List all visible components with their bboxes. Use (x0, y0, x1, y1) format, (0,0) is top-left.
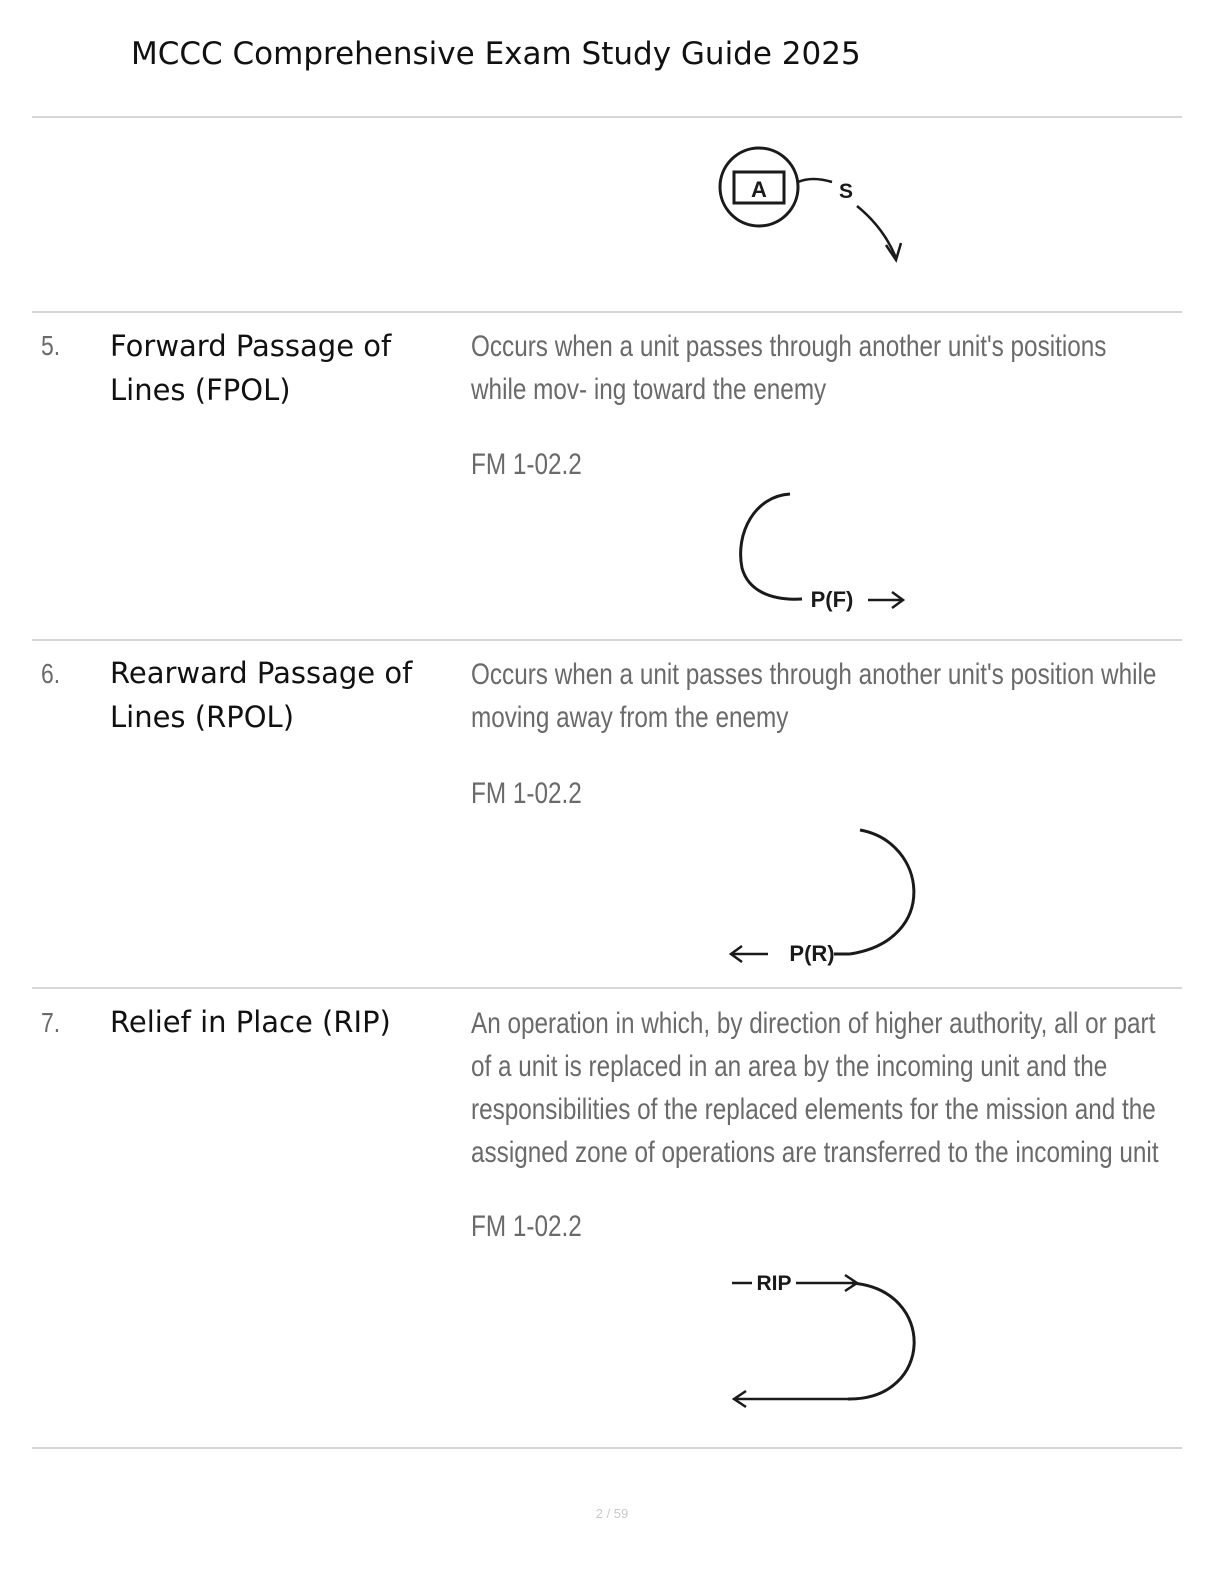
reference-rip: FM 1-02.2 (471, 1210, 582, 1243)
definition-fpol: Occurs when a unit passes through another unit's positions while mov- ing toward the enemy (471, 330, 1107, 406)
reference-rpol: FM 1-02.2 (471, 777, 582, 810)
item-number: 5. (41, 330, 61, 361)
term-fpol: Forward Passage of Lines (FPOL) (110, 329, 392, 407)
fpol-symbol (730, 488, 920, 618)
definition-rpol: Occurs when a unit passes through another unit's position while moving away from the enemy (471, 658, 1157, 734)
divider (32, 639, 1182, 641)
item-number: 7. (41, 1007, 61, 1038)
term-rip: Relief in Place (RIP) (110, 1005, 391, 1039)
symbol-label: P(R) (789, 941, 835, 966)
symbol-box-letter: A (751, 177, 767, 202)
divider (32, 987, 1182, 989)
divider (32, 116, 1182, 118)
term-rpol: Rearward Passage of Lines (RPOL) (110, 656, 413, 734)
reference-fpol: FM 1-02.2 (471, 448, 582, 481)
page-title: MCCC Comprehensive Exam Study Guide 2025 (131, 36, 861, 72)
divider (32, 1447, 1182, 1449)
area-security-symbol (712, 140, 922, 270)
symbol-label: S (838, 180, 854, 203)
rpol-symbol (722, 822, 932, 972)
page-number: 2 / 59 (595, 1506, 629, 1521)
item-number: 6. (41, 658, 61, 689)
rip-symbol (722, 1266, 932, 1416)
symbol-label: RIP (756, 1272, 792, 1295)
divider (32, 311, 1182, 313)
definition-rip: An operation in which, by direction of higher authority, all or part of a unit is replaced in an area by the incoming unit and the responsibilities of the replaced elements for the mission and the assigned zone of operations are transferred to the incoming unit (471, 1007, 1159, 1169)
symbol-label: P(F) (810, 587, 854, 612)
